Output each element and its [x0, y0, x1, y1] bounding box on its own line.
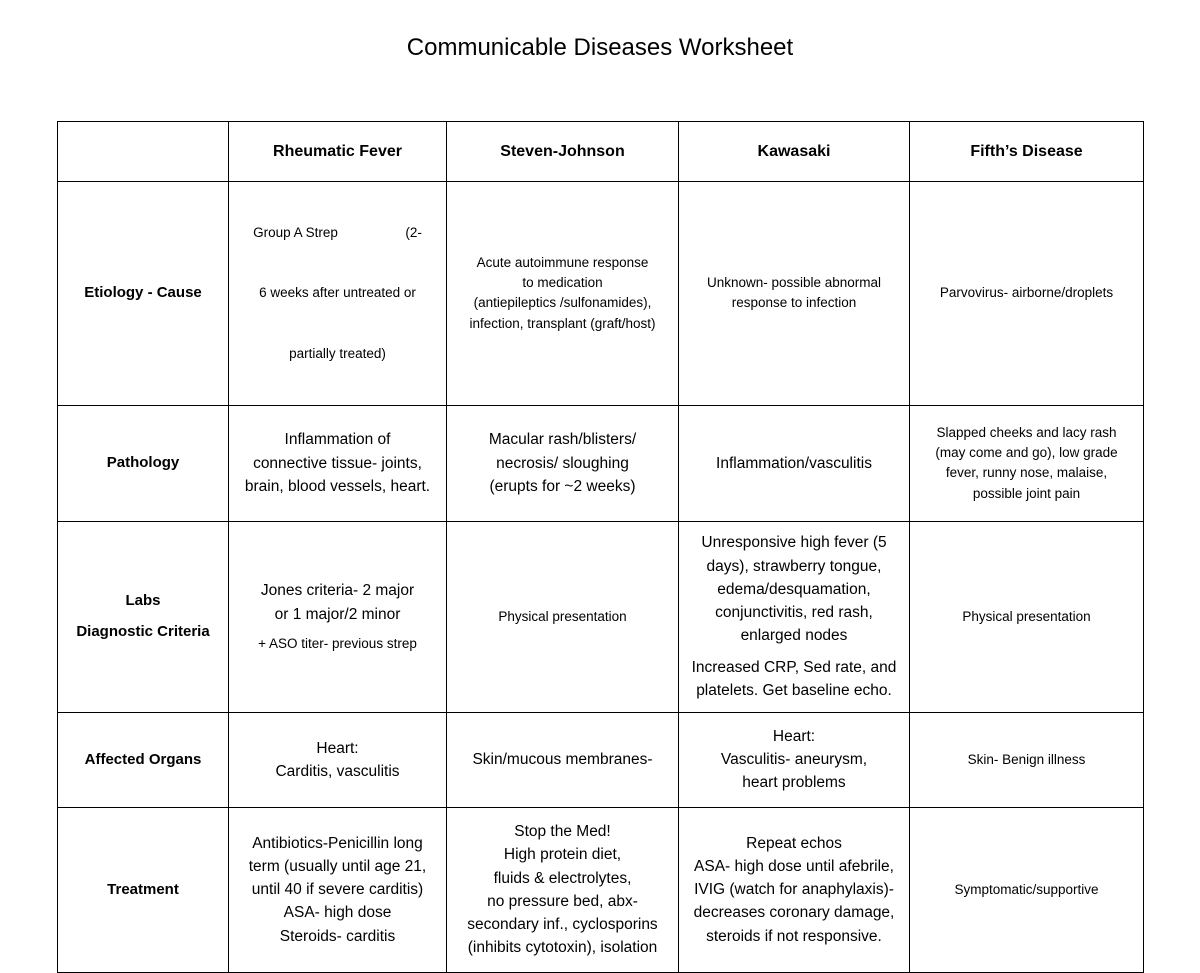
cell-labs-fifths — [910, 521, 1144, 712]
cell-line: (may come and go), low grade — [935, 445, 1118, 460]
label-line: Diagnostic Criteria — [76, 622, 210, 640]
cell-line: decreases coronary damage, — [693, 904, 895, 922]
cell-line: steroids if not responsive. — [706, 927, 882, 945]
cell-line: Physical presentation — [962, 608, 1091, 624]
cell-line: conjunctivitis, red rash, — [715, 604, 873, 622]
cell-line: Heart: — [316, 739, 359, 757]
cell-treatment-rheumatic — [229, 807, 447, 972]
cell-line: Vasculitis- aneurysm, — [720, 751, 868, 769]
cell-line: until 40 if severe carditis) — [251, 881, 424, 899]
row-label-pathology — [58, 405, 229, 521]
cell-line: partially treated) — [289, 346, 386, 361]
cell-etiology-fifths — [910, 182, 1144, 406]
cell-line: fever, runny nose, malaise, — [945, 465, 1108, 481]
row-label-etiology — [58, 182, 229, 406]
cell-labs-rheumatic — [229, 521, 447, 712]
header-steven-johnson: Steven-Johnson — [447, 122, 679, 182]
cell-line: Symptomatic/supportive — [954, 881, 1099, 897]
cell-etiology-kawasaki — [679, 182, 910, 406]
worksheet-table — [57, 121, 1144, 973]
cell-gap — [682, 648, 906, 656]
label-line: Affected Organs — [84, 750, 202, 768]
cell-labs-kawasaki — [679, 521, 910, 712]
cell-line: (inhibits cytotoxin), isolation — [467, 939, 658, 957]
cell-line: necrosis/ sloughing — [496, 454, 629, 472]
cell-treatment-steven-johnson — [447, 807, 679, 972]
cell-line: Heart: — [772, 727, 816, 745]
cell-line: (erupts for ~2 weeks) — [489, 477, 636, 495]
header-fifths-disease: Fifth’s Disease — [910, 122, 1144, 182]
cell-line: fluids & electrolytes, — [493, 869, 632, 887]
cell-line: Carditis, vasculitis — [275, 762, 400, 780]
header-cell-empty — [58, 122, 229, 182]
cell-line: Stop the Med! — [514, 823, 611, 840]
cell-labs-steven-johnson — [447, 521, 679, 712]
row-label-treatment — [58, 807, 229, 972]
cell-line: Slapped cheeks and lacy rash — [936, 424, 1117, 440]
cell-pathology-rheumatic — [229, 405, 447, 521]
cell-line: IVIG (watch for anaphylaxis)- — [694, 881, 894, 899]
cell-line: infection, transplant (graft/host) — [469, 315, 656, 331]
cell-organs-kawasaki — [679, 712, 910, 807]
header-kawasaki: Kawasaki — [679, 122, 910, 182]
label-gap — [61, 613, 225, 621]
cell-line: ASA- high dose until afebrile, — [694, 857, 894, 875]
cell-line: Skin- Benign illness — [967, 751, 1086, 767]
cell-line: 6 weeks after untreated or — [259, 285, 416, 301]
cell-organs-fifths — [910, 712, 1144, 807]
label-line: Pathology — [106, 454, 180, 471]
cell-line: Acute autoimmune response — [476, 254, 649, 270]
cell-line: Inflammation of — [284, 431, 391, 449]
row-label-labs — [58, 521, 229, 712]
cell-line: connective tissue- joints, — [253, 454, 422, 472]
header-row — [58, 122, 1144, 182]
page-title: Communicable Diseases Worksheet — [406, 34, 794, 61]
cell-line: enlarged nodes — [740, 627, 848, 645]
cell-line: brain, blood vessels, heart. — [244, 477, 431, 495]
cell-line: Unresponsive high fever (5 — [701, 534, 887, 552]
cell-line: heart problems — [742, 774, 846, 792]
cell-line: Skin/mucous membranes- — [472, 751, 653, 769]
row-pathology — [58, 405, 1144, 521]
cell-line: no pressure bed, abx- — [487, 892, 638, 910]
cell-line: Parvovirus- airborne/droplets — [939, 285, 1114, 301]
label-line: Treatment — [107, 880, 179, 898]
cell-line: to medication — [522, 275, 603, 291]
cell-line: Repeat echos — [746, 834, 842, 852]
cell-pathology-kawasaki — [679, 405, 910, 521]
cell-line: Antibiotics-Penicillin long — [252, 834, 423, 852]
cell-treatment-kawasaki — [679, 807, 910, 972]
cell-line: days), strawberry tongue, — [706, 557, 882, 575]
cell-etiology-steven-johnson — [447, 182, 679, 406]
cell-line: Jones criteria- 2 major — [260, 582, 415, 600]
label-line: Labs — [125, 592, 161, 610]
cell-line: (antiepileptics /sulfonamides), — [473, 295, 652, 311]
header-rheumatic-fever: Rheumatic Fever — [229, 122, 447, 182]
cell-line: Unknown- possible abnormal — [706, 275, 882, 291]
cell-treatment-fifths — [910, 807, 1144, 972]
cell-line: Steroids- carditis — [279, 927, 396, 945]
row-treatment — [58, 807, 1144, 972]
cell-line: Group A Strep (2- — [253, 224, 422, 240]
cell-line: or 1 major/2 minor — [274, 605, 401, 623]
cell-line: term (usually until age 21, — [248, 857, 427, 875]
cell-line: edema/desquamation, — [717, 580, 871, 598]
label-line: Etiology - Cause — [84, 284, 202, 302]
row-labs — [58, 521, 1144, 712]
row-label-affected-organs — [58, 712, 229, 807]
cell-pathology-steven-johnson — [447, 405, 679, 521]
cell-line: High protein diet, — [503, 846, 622, 864]
cell-etiology-rheumatic — [229, 182, 447, 406]
aso-titer-note: + ASO titer- previous strep — [258, 635, 417, 651]
cell-line: Increased CRP, Sed rate, and — [691, 658, 897, 676]
cell-organs-steven-johnson — [447, 712, 679, 807]
row-affected-organs — [58, 712, 1144, 807]
cell-organs-rheumatic — [229, 712, 447, 807]
cell-line: Macular rash/blisters/ — [488, 431, 637, 449]
cell-line: secondary inf., cyclosporins — [467, 916, 658, 933]
cell-pathology-fifths — [910, 405, 1144, 521]
cell-line: possible joint pain — [972, 485, 1081, 501]
row-etiology — [58, 182, 1144, 406]
cell-line: response to infection — [731, 295, 857, 311]
cell-line: Physical presentation — [498, 608, 627, 624]
cell-line: platelets. Get baseline echo. — [696, 681, 892, 699]
cell-line: Inflammation/vasculitis — [716, 454, 872, 472]
cell-line: ASA- high dose — [283, 904, 392, 922]
